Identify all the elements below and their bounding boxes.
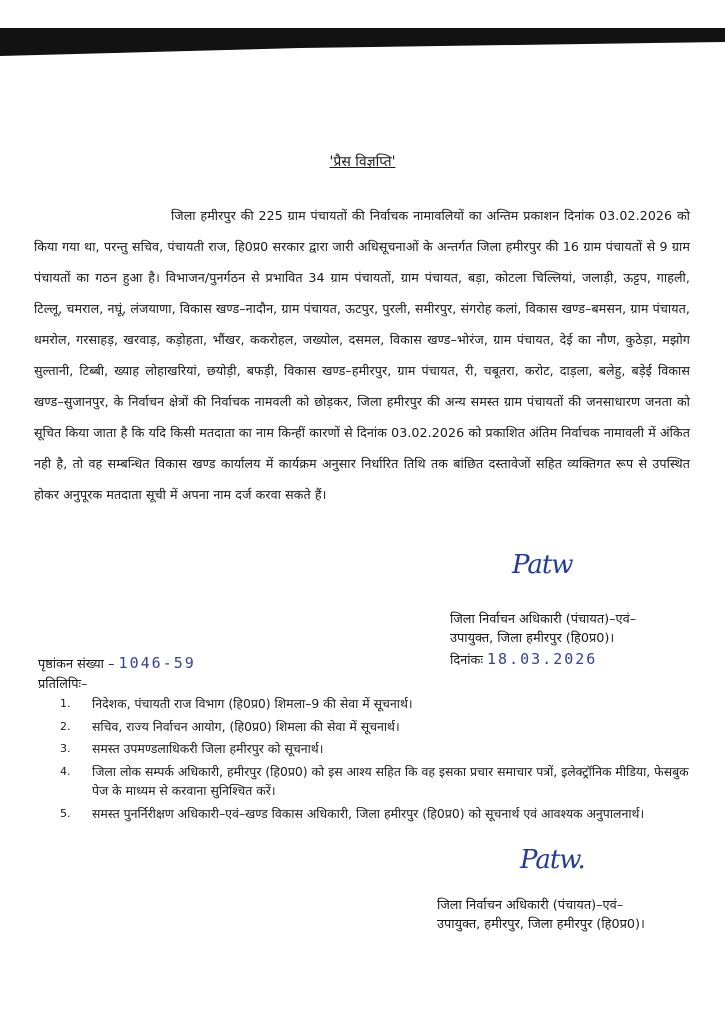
- item-text: सचिव, राज्य निर्वाचन आयोग, (हि0प्र0) शिमला की सेवा में सूचनार्थ।: [92, 718, 400, 734]
- copy-to-item: [60, 739, 700, 759]
- document-title: [0, 152, 725, 171]
- signatory-line-2: उपायुक्त, जिला हमीरपुर (हि0प्र0)।: [450, 631, 615, 646]
- item-text: जिला लोक सम्पर्क अधिकारी, हमीरपुर (हि0प्र0) को इस आश्य सहित कि वह इसका प्रचार समाचार पत्रों, इलेक्ट्रॉनिक मीडिया, फेसबुक पेज के माध्यम से करवाना सुनिश्चित करें।: [92, 763, 689, 798]
- press-release-body: जिला हमीरपुर की 225 ग्राम पंचायतों की निर्वाचक नामावलियों का अन्तिम प्रकाशन दिनांक 03.02.2026 को किया गया था, परन्तु सचिव, पंचायती राज, हि0प्र0 सरकार द्वारा जारी अधिसूचनाओं के अन्तर्गत जिला हमीरपुर की 16 ग्राम पंचायतों से 9 ग्राम पंचायतों का गठन हुआ है। विभाजन/पुनर्गठन से प्रभावित 34 ग्राम पंचायतों, ग्राम पंचायत, बड़ा, कोटला चिल्लियां, जलाड़ी, ऊट्टप, गाहली, टिल्लू, चमराल, नघूं, लंजयाणा, विकास खण्ड–नादौन, ग्राम पंचायत, ऊटपुर, पुरली, समीरपुर, संगरोह कलां, विकास खण्ड–बमसन, ग्राम पंचायत, धमरोल, गरसाहड़, खरवाड़, कड़ोहता, भौंखर, ककरोहल, जख्योल, दसमल, विकास खण्ड–भोरंज, ग्राम पंचायत, देई का नौण, कुठेड़ा, मझोग सुल्तानी, टिब्बी, ख्याह लोहाखरियां, छयोड़ी, बफड़ी, विकास खण्ड–हमीरपुर, ग्राम पंचायत, री, चबूतरा, करोट, दाड़ला, बलेहु, बड़ेई विकास खण्ड–सुजानपुर, के निर्वाचन क्षेत्रों की निर्वाचक नामवली को छोड़कर, जिला हमीरपुर की अन्य समस्त ग्राम पंचायतों की जनसाधारण जनता को सूचित किया जाता है कि यदि किसी मतदाता का नाम किन्हीं कारणों से दिनांक 03.02.2026 को प्रकाशित अंतिम निर्वाचक नामावली में अंकित नही है, तो वह सम्बन्धित विकास खण्ड कार्यालय में कार्यक्रम अनुसार निर्धारित तिथि तक बांछित दस्तावेजों सहित व्यक्तिगत रूप से उपस्थित होकर अनुपूरक मतदाता सूची में अपना नाम दर्ज करवा सकते हैं।: [34, 208, 690, 502]
- endorsement-value: 1046-59: [118, 654, 196, 672]
- item-number: 5.: [60, 806, 71, 820]
- date-label: दिनांकः: [450, 653, 483, 668]
- item-text: समस्त पुनर्निरीक्षण अधिकारी–एवं–खण्ड विकास अधिकारी, जिला हमीरपुर (हि0प्र0) को सूचनार्थ एवं आवश्यक अनुपालनार्थ।: [92, 805, 645, 821]
- issue-date: [450, 650, 597, 668]
- copy-to-item: [60, 804, 700, 824]
- scan-edge-shadow: [0, 28, 725, 56]
- signature-2: Patw.: [520, 845, 585, 875]
- scan-edge-band: [0, 0, 725, 60]
- endorsement-label: पृष्ठांकन संख्या –: [38, 657, 115, 672]
- title-text: 'प्रैस विज्ञप्ति': [329, 154, 396, 170]
- signatory2-line-2: उपायुक्त, हमीरपुर, जिला हमीरपुर (हि0प्र0)।: [437, 917, 645, 932]
- copy-to-list: [60, 694, 700, 826]
- item-number: 3.: [60, 742, 71, 755]
- item-number: 1.: [60, 697, 71, 710]
- copy-to-label: प्रतिलिपिः–: [38, 677, 88, 692]
- signatory-line-1: जिला निर्वाचन अधिकारी (पंचायत)–एवं–: [450, 612, 637, 627]
- date-value: 18.03.2026: [487, 650, 598, 668]
- signatory-block-2: [437, 896, 645, 934]
- item-number: 4.: [60, 764, 71, 778]
- copy-to-item: [60, 717, 700, 737]
- copy-to-item: [60, 694, 700, 714]
- endorsement-number: [38, 654, 196, 672]
- item-number: 2.: [60, 719, 71, 733]
- signature: Patw: [512, 550, 573, 580]
- signatory2-line-1: जिला निर्वाचन अधिकारी (पंचायत)–एवं–: [437, 898, 624, 913]
- copy-to-item: [60, 762, 700, 801]
- item-text: समस्त उपमण्डलाधिकरी जिला हमीरपुर को सूचनार्थ।: [92, 741, 324, 756]
- signatory-block: [450, 610, 636, 648]
- item-text: निदेशक, पंचायती राज विभाग (हि0प्र0) शिमला–9 की सेवा में सूचनार्थ।: [92, 696, 413, 711]
